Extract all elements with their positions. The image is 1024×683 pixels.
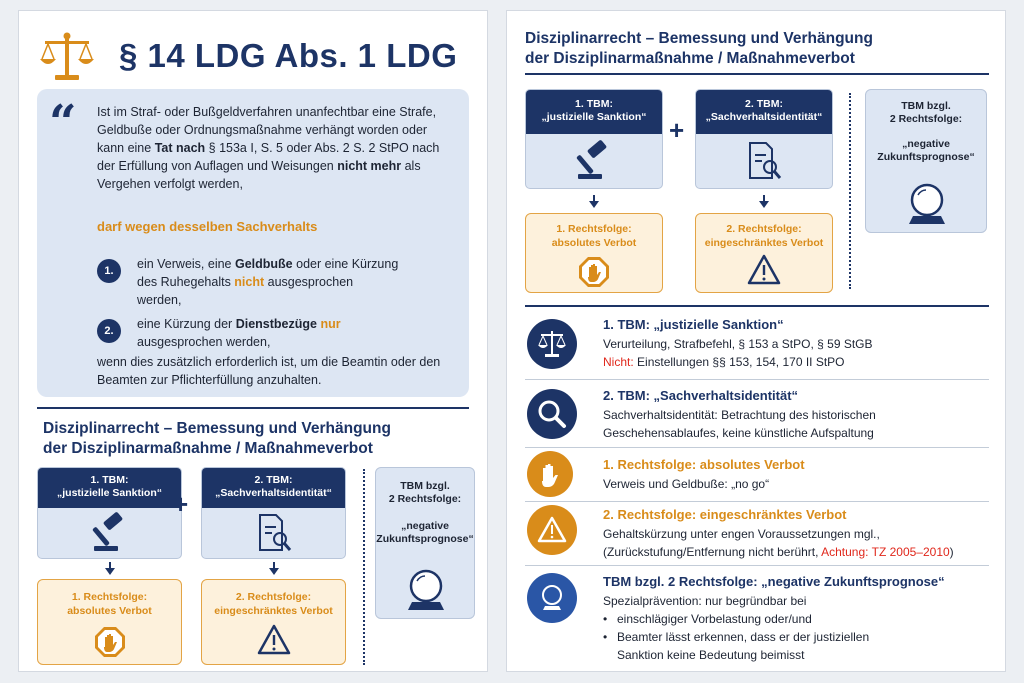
plus-sign: + xyxy=(669,115,685,145)
quote-item-1: ein Verweis, eine Geldbuße oder eine Kürzung des Ruhegehalts nicht ausgesprochen werden, xyxy=(137,257,399,307)
list-item-4-text: Gehaltskürzung unter engen Voraussetzungen mgl., (Zurückstufung/Entfernung nicht berührt, Achtung: TZ 2005–2010) xyxy=(603,527,954,559)
divider xyxy=(525,447,989,448)
warning-icon xyxy=(527,505,577,555)
list-item-1-badge xyxy=(527,319,577,369)
stop-hand-icon xyxy=(578,256,610,288)
divider xyxy=(525,565,989,566)
tbm1-box: 1. TBM: „justizielle Sanktion“ xyxy=(37,467,182,559)
list-item-4-title: 2. Rechtsfolge: eingeschränktes Verbot xyxy=(603,507,847,522)
header xyxy=(39,29,469,89)
item-number-2: 2. xyxy=(97,319,121,343)
list-item-3-badge xyxy=(527,451,573,497)
arrow-down-icon xyxy=(269,568,279,575)
tbm3-box: TBM bzgl. 2 Rechtsfolge: „negative Zukunftsprognose“ xyxy=(375,467,475,619)
quote-paragraph: Ist im Straf- oder Bußgeldverfahren unanfechtbar eine Strafe, Geldbuße oder Ordnungsmaßnahme verhängt worden oder kann eine Tat nach § 153a I, S. 5 oder Abs. 2 S. 2 StPO nach der Erfüllung von Auflagen und Weisungen nicht mehr als Vergehen verfolgt werden, xyxy=(97,105,440,191)
scales-icon xyxy=(39,31,95,83)
plus-sign: + xyxy=(173,489,189,519)
list-item-2-badge xyxy=(527,389,577,439)
list-item: • Beamter lässt erkennen, dass er der justiziellen Sanktion keine Bedeutung beimisst xyxy=(603,628,903,664)
section-title: Disziplinarrecht – Bemessung und Verhängung der Disziplinarmaßnahme / Maßnahmeverbot xyxy=(43,420,391,457)
rf1-box: 1. Rechtsfolge: absolutes Verbot xyxy=(37,579,182,665)
crystal-ball-icon xyxy=(404,568,448,614)
warning-icon xyxy=(257,624,291,656)
crystal-ball-icon xyxy=(527,573,577,623)
tbm2-box: 2. TBM: „Sachverhaltsidentität“ xyxy=(201,467,346,559)
tbm3-box: TBM bzgl. 2 Rechtsfolge: „negative Zukunftsprognose“ xyxy=(865,89,987,233)
arrow-down-icon xyxy=(589,201,599,208)
gavel-icon xyxy=(90,512,130,554)
section-title: Disziplinarrecht – Bemessung und Verhängung der Disziplinarmaßnahme / Maßnahmeverbot xyxy=(525,30,873,67)
arrow-down-icon xyxy=(105,568,115,575)
quote-ending: wenn dies zusätzlich erforderlich ist, um die Beamtin oder den Beamten zur Pflichterfüllung anzuhalten. xyxy=(97,355,441,387)
list-item-5-badge xyxy=(527,573,577,623)
stop-hand-icon xyxy=(527,451,573,497)
divider xyxy=(525,379,989,380)
list-item-5-text: Spezialprävention: nur begründbar bei xyxy=(603,594,807,608)
left-panel xyxy=(18,10,488,672)
dotted-separator xyxy=(363,469,365,665)
quote-subheading: darf wegen desselben Sachverhalts xyxy=(97,219,318,234)
quote-icon: “ xyxy=(49,95,77,151)
list-item-3-title: 1. Rechtsfolge: absolutes Verbot xyxy=(603,457,805,472)
list-item-4-badge xyxy=(527,505,577,555)
divider xyxy=(525,73,989,75)
divider xyxy=(525,501,989,502)
magnifier-icon xyxy=(527,389,577,439)
right-panel xyxy=(506,10,1006,672)
list-item-5-title: TBM bzgl. 2 Rechtsfolge: „negative Zukunftsprognose“ xyxy=(603,574,945,589)
document-search-icon xyxy=(744,140,784,182)
rf2-box: 2. Rechtsfolge: eingeschränktes Verbot xyxy=(695,213,833,293)
list-item-1-title: 1. TBM: „justizielle Sanktion“ xyxy=(603,317,784,332)
list-item-2-text: Sachverhaltsidentität: Betrachtung des historischen Geschehensablaufes, keine künstliche Aufspaltung xyxy=(603,408,876,440)
divider xyxy=(525,305,989,307)
list-item-5-bullets xyxy=(603,610,903,664)
page-title: § 14 LDG Abs. 1 LDG xyxy=(119,37,458,74)
tbm1-box: 1. TBM: „justizielle Sanktion“ xyxy=(525,89,663,189)
tbm2-box: 2. TBM: „Sachverhaltsidentität“ xyxy=(695,89,833,189)
stop-hand-icon xyxy=(94,626,126,658)
rf1-box: 1. Rechtsfolge: absolutes Verbot xyxy=(525,213,663,293)
divider xyxy=(37,407,469,409)
dotted-separator xyxy=(849,93,851,289)
scales-icon xyxy=(527,319,577,369)
rf2-box: 2. Rechtsfolge: eingeschränktes Verbot xyxy=(201,579,346,665)
gavel-icon xyxy=(574,140,614,182)
document-search-icon xyxy=(254,512,294,554)
list-item: • einschlägiger Vorbelastung oder/und xyxy=(603,610,903,628)
list-item-3-text: Verweis und Geldbuße: „no go“ xyxy=(603,477,770,491)
list-item-2-title: 2. TBM: „Sachverhaltsidentität“ xyxy=(603,388,799,403)
quote-item-2: eine Kürzung der Dienstbezüge nur ausgesprochen werden, xyxy=(137,317,341,349)
crystal-ball-icon xyxy=(905,182,949,228)
quote-box xyxy=(37,89,469,397)
item-number-1: 1. xyxy=(97,259,121,283)
list-item-1-text: Verurteilung, Strafbefehl, § 153 a StPO, § 59 StGB Nicht: Einstellungen §§ 153, 154, 170 II StPO xyxy=(603,337,873,369)
arrow-down-icon xyxy=(759,201,769,208)
warning-icon xyxy=(747,254,781,286)
